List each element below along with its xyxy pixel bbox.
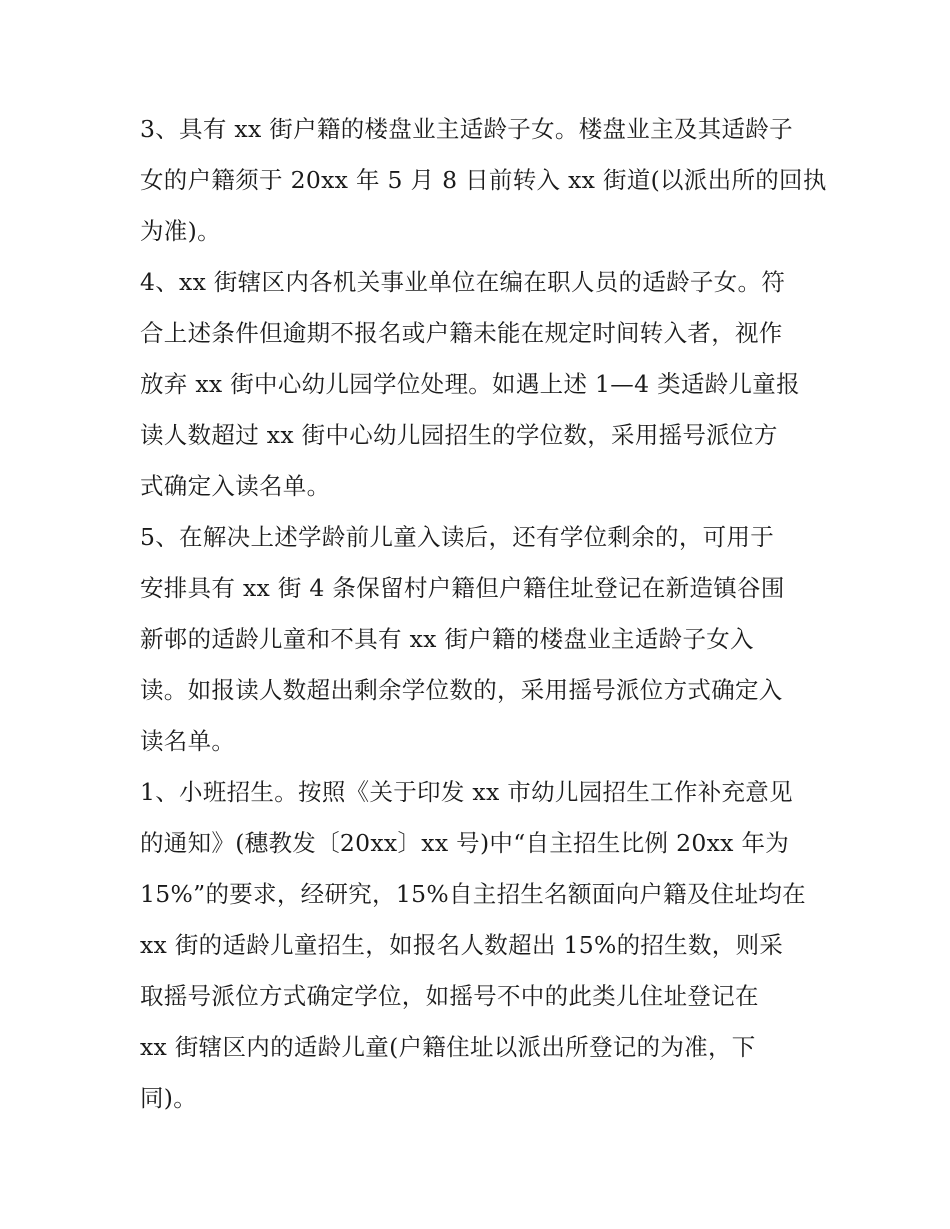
text-line: 女的户籍须于 20xx 年 5 月 8 日前转入 xx 街道(以派出所的回执 [140, 166, 827, 194]
text-line: 读名单。 [140, 727, 236, 755]
text-line: 式确定入读名单。 [140, 472, 331, 500]
text-line: 1、小班招生。按照《关于印发 xx 市幼儿园招生工作补充意见 [140, 778, 793, 806]
text-line: 取摇号派位方式确定学位，如摇号不中的此类儿住址登记在 [140, 982, 759, 1010]
text-line: 新邨的适龄儿童和不具有 xx 街户籍的楼盘业主适龄子女入 [140, 625, 754, 653]
text-line: 3、具有 xx 街户籍的楼盘业主适龄子女。楼盘业主及其适龄子 [140, 115, 793, 143]
text-line: 为准)。 [140, 217, 221, 245]
document-body [140, 104, 827, 1124]
text-line: 15%”的要求，经研究，15%自主招生名额面向户籍及住址均在 [140, 880, 806, 908]
text-line: xx 街辖区内的适龄儿童(户籍住址以派出所登记的为准，下 [140, 1033, 756, 1061]
text-line: 4、xx 街辖区内各机关事业单位在编在职人员的适龄子女。符 [140, 268, 786, 296]
text-line: 读。如报读人数超出剩余学位数的，采用摇号派位方式确定入 [140, 676, 783, 704]
text-line: 合上述条件但逾期不报名或户籍未能在规定时间转入者，视作 [140, 319, 783, 347]
text-line: 放弃 xx 街中心幼儿园学位处理。如遇上述 1—4 类适龄儿童报 [140, 370, 800, 398]
text-line: 5、在解决上述学龄前儿童入读后，还有学位剩余的，可用于 [140, 523, 775, 551]
text-line: 的通知》(穗教发〔20xx〕xx 号)中“自主招生比例 20xx 年为 [140, 829, 790, 857]
text-line: 安排具有 xx 街 4 条保留村户籍但户籍住址登记在新造镇谷围 [140, 574, 785, 602]
text-line: xx 街的适龄儿童招生，如报名人数超出 15%的招生数，则采 [140, 931, 784, 959]
text-line: 读人数超过 xx 街中心幼儿园招生的学位数，采用摇号派位方 [140, 421, 778, 449]
text-line: 同)。 [140, 1084, 198, 1112]
